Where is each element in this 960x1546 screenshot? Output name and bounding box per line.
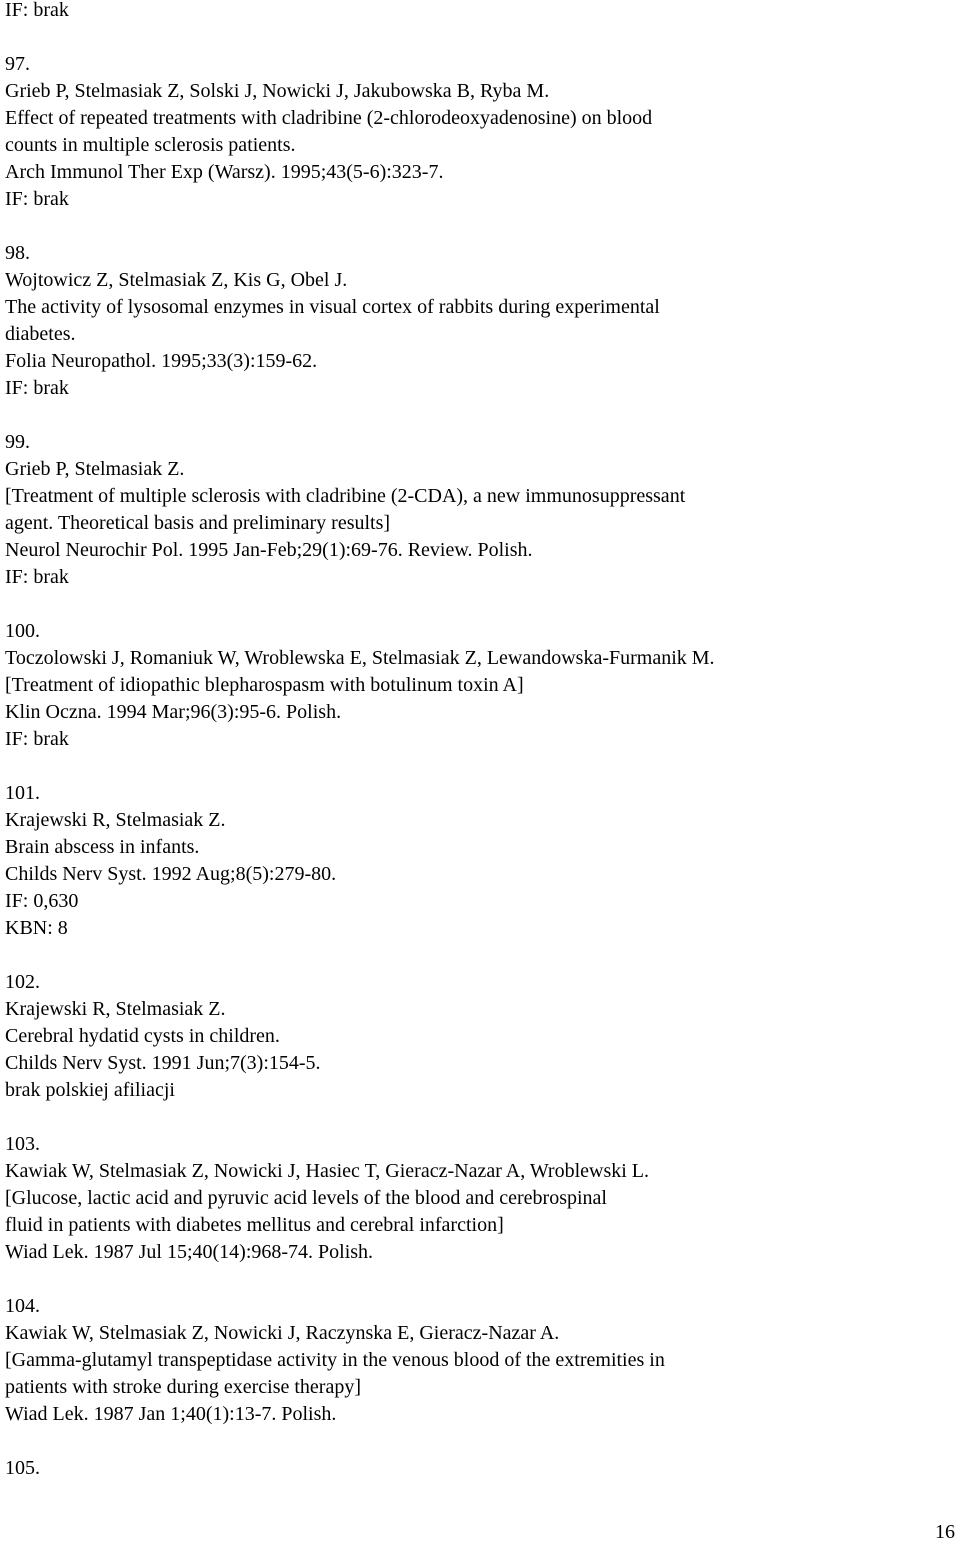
reference-entry [5,240,955,402]
entry-title: [Gamma-glutamyl transpeptidase activity in the venous blood of the extremities in [5,1349,665,1371]
entry-title: counts in multiple sclerosis patients. [5,134,296,156]
reference-entry [5,429,955,591]
reference-entry [5,618,955,753]
entry-impact-factor: IF: brak [5,377,69,399]
entry-number: 102. [5,971,40,993]
entry-title: diabetes. [5,323,76,345]
entry-number: 103. [5,1133,40,1155]
reference-list [5,0,955,1509]
entry-title: [Treatment of idiopathic blepharospasm with botulinum toxin A] [5,674,524,696]
entry-number: 101. [5,782,40,804]
entry-citation: Childs Nerv Syst. 1992 Aug;8(5):279-80. [5,863,337,885]
entry-title: Effect of repeated treatments with cladribine (2-chlorodeoxyadenosine) on blood [5,107,653,129]
entry-authors: Grieb P, Stelmasiak Z, Solski J, Nowicki J, Jakubowska B, Ryba M. [5,80,550,102]
entry-impact-factor: IF: brak [5,566,69,588]
entry-affiliation-note: brak polskiej afiliacji [5,1079,175,1101]
continuation-block [5,0,955,24]
entry-title: fluid in patients with diabetes mellitus and cerebral infarction] [5,1214,504,1236]
reference-entry [5,1455,955,1482]
entry-title: agent. Theoretical basis and preliminary results] [5,512,391,534]
entry-citation: Neurol Neurochir Pol. 1995 Jan-Feb;29(1):69-76. Review. Polish. [5,539,533,561]
entry-number: 105. [5,1457,40,1479]
entry-number: 104. [5,1295,40,1317]
entry-number: 97. [5,53,30,75]
entry-number: 100. [5,620,40,642]
entry-authors: Kawiak W, Stelmasiak Z, Nowicki J, Hasiec T, Gieracz-Nazar A, Wroblewski L. [5,1160,650,1182]
entry-authors: Toczolowski J, Romaniuk W, Wroblewska E, Stelmasiak Z, Lewandowska-Furmanik M. [5,647,715,669]
entry-impact-factor: IF: brak [5,188,69,210]
entry-title: [Treatment of multiple sclerosis with cladribine (2-CDA), a new immunosuppressant [5,485,686,507]
entry-impact-factor: IF: 0,630 [5,890,79,912]
entry-authors: Wojtowicz Z, Stelmasiak Z, Kis G, Obel J. [5,269,348,291]
reference-entry [5,51,955,213]
entry-title: Brain abscess in infants. [5,836,200,858]
entry-citation: Folia Neuropathol. 1995;33(3):159-62. [5,350,318,372]
entry-impact-factor: IF: brak [5,728,69,750]
entry-title: The activity of lysosomal enzymes in visual cortex of rabbits during experimental [5,296,660,318]
entry-number: 98. [5,242,30,264]
reference-entry [5,780,955,942]
entry-title: [Glucose, lactic acid and pyruvic acid levels of the blood and cerebrospinal [5,1187,607,1209]
entry-citation: Childs Nerv Syst. 1991 Jun;7(3):154-5. [5,1052,321,1074]
entry-number: 99. [5,431,30,453]
reference-entry [5,1293,955,1428]
entry-citation: Wiad Lek. 1987 Jul 15;40(14):968-74. Polish. [5,1241,374,1263]
entry-title: patients with stroke during exercise therapy] [5,1376,361,1398]
entry-authors: Krajewski R, Stelmasiak Z. [5,998,226,1020]
entry-citation: Arch Immunol Ther Exp (Warsz). 1995;43(5-6):323-7. [5,161,444,183]
entry-authors: Kawiak W, Stelmasiak Z, Nowicki J, Raczynska E, Gieracz-Nazar A. [5,1322,560,1344]
entry-authors: Grieb P, Stelmasiak Z. [5,458,185,480]
reference-entry [5,969,955,1104]
entry-citation: Wiad Lek. 1987 Jan 1;40(1):13-7. Polish. [5,1403,337,1425]
entry-title: Cerebral hydatid cysts in children. [5,1025,280,1047]
reference-entry [5,1131,955,1266]
impact-factor-line: IF: brak [5,0,69,21]
entry-kbn-score: KBN: 8 [5,917,68,939]
entry-citation: Klin Oczna. 1994 Mar;96(3):95-6. Polish. [5,701,342,723]
entry-authors: Krajewski R, Stelmasiak Z. [5,809,226,831]
page-number: 16 [935,1521,955,1543]
